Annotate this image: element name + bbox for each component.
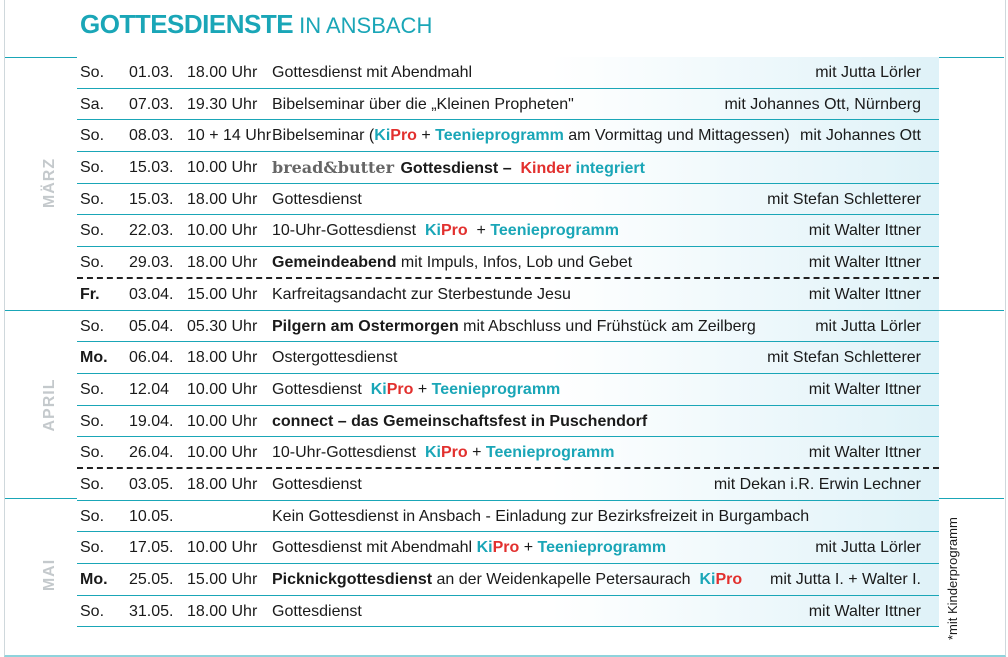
event-text: Bibelseminar (: [272, 127, 375, 145]
row-time: 10.00 Uhr: [187, 159, 258, 177]
row-time: 10.00 Uhr: [187, 539, 258, 557]
row-day: So.: [80, 380, 105, 398]
event-text: mit Impuls, Infos, Lob und Gebet: [396, 254, 633, 272]
row-event: Ostergottesdienst: [272, 349, 398, 367]
row-date: 22.03.: [129, 222, 174, 240]
row-day: So.: [80, 159, 105, 177]
row-date: 05.04.: [129, 317, 174, 335]
row-event: Gottesdienst: [272, 602, 362, 620]
month-label-mai: MAI: [41, 558, 58, 592]
row-time: 15.00 Uhr: [187, 571, 258, 588]
row-event: [272, 564, 742, 595]
row-day: So.: [80, 602, 105, 620]
row-leader: mit Walter Ittner: [808, 222, 921, 240]
schedule-row: [77, 247, 939, 279]
row-date: 26.04.: [129, 444, 174, 462]
month-divider: [939, 498, 1004, 499]
row-day: So.: [80, 412, 105, 430]
event-text: Gemeindeabend: [272, 254, 397, 272]
row-leader: mit Walter Ittner: [808, 380, 921, 398]
row-time: 19.30 Uhr: [187, 95, 258, 113]
row-date: 07.03.: [129, 95, 174, 113]
kipro-tag: KiPro: [374, 127, 417, 145]
teen-tag: Teenieprogramm: [431, 380, 561, 398]
row-date: 12.04: [129, 380, 170, 398]
row-leader: mit Walter Ittner: [808, 602, 921, 620]
row-date: 25.05.: [129, 571, 174, 588]
row-time: 18.00 Uhr: [187, 254, 258, 272]
title-main: GOTTESDIENSTE: [80, 9, 294, 39]
row-day: So.: [80, 190, 105, 208]
row-day: Mo.: [80, 349, 108, 367]
row-day: So.: [80, 539, 105, 557]
row-date: 06.04.: [129, 349, 174, 367]
row-event: [272, 152, 645, 184]
row-time: 18.00 Uhr: [187, 64, 258, 81]
event-text: Picknickgottesdienst: [272, 571, 433, 588]
row-date: 17.05.: [129, 539, 174, 557]
schedule-table: [77, 57, 939, 627]
row-leader: mit Dekan i.R. Erwin Lechner: [713, 475, 921, 493]
row-leader: mit Walter Ittner: [808, 254, 921, 272]
row-date: 01.03.: [129, 64, 174, 81]
schedule-row: [77, 501, 939, 533]
footnote-kinderprogramm: *mit Kinderprogramm: [945, 517, 960, 640]
row-date: 10.05.: [129, 507, 174, 525]
row-time: 10.00 Uhr: [187, 222, 258, 240]
row-leader: mit Stefan Schletterer: [767, 349, 921, 367]
row-time: 18.00 Uhr: [187, 602, 258, 620]
event-text: am Vormittag und Mittagessen): [563, 127, 790, 145]
kinder-tag: Kinder: [520, 160, 572, 178]
schedule-row: [77, 532, 939, 564]
row-event: [272, 374, 560, 405]
row-day: So.: [80, 507, 105, 525]
row-leader: mit Johannes Ott, Nürnberg: [724, 95, 921, 113]
schedule-row: [77, 311, 939, 343]
schedule-row: [77, 469, 939, 501]
row-leader: mit Stefan Schletterer: [767, 190, 921, 208]
row-day: Sa.: [80, 95, 105, 113]
event-text: Pilgern am Ostermorgen: [272, 317, 459, 335]
row-event: [272, 215, 619, 246]
schedule-row: [77, 184, 939, 216]
page-title: [80, 8, 432, 40]
kipro-tag: KiPro: [370, 380, 414, 398]
row-day: Fr.: [80, 285, 100, 303]
teen-tag: Teenieprogramm: [435, 127, 564, 145]
schedule-row: [77, 152, 939, 184]
event-text: an der Weidenkapelle Petersaurach: [432, 571, 691, 588]
row-leader: mit Jutta I. + Walter I.: [770, 571, 921, 588]
row-date: 03.05.: [129, 475, 174, 493]
row-time: 10 + 14 Uhr: [187, 127, 272, 145]
teen-tag: Teenieprogramm: [485, 444, 615, 462]
row-date: 29.03.: [129, 254, 174, 272]
schedule-row: [77, 406, 939, 438]
row-day: So.: [80, 444, 105, 462]
row-day: So.: [80, 127, 105, 145]
kipro-tag: KiPro: [699, 571, 743, 588]
row-event: Gottesdienst: [272, 475, 362, 493]
row-time: 10.00 Uhr: [187, 412, 258, 430]
schedule-row: [77, 437, 939, 469]
month-divider: [5, 498, 77, 499]
row-leader: mit Walter Ittner: [808, 285, 921, 303]
row-leader: mit Jutta Lörler: [815, 317, 921, 335]
row-time: 10.00 Uhr: [187, 380, 258, 398]
schedule-row: [77, 374, 939, 406]
row-event: [272, 311, 756, 342]
schedule-row: [77, 564, 939, 596]
row-date: 15.03.: [129, 190, 174, 208]
event-text: Gottesdienst –: [400, 160, 512, 178]
row-date: 03.04.: [129, 285, 174, 303]
plus-sign: +: [523, 539, 534, 557]
kipro-tag: KiPro: [424, 222, 468, 240]
kipro-tag: KiPro: [424, 444, 468, 462]
plus-sign: +: [476, 222, 486, 240]
row-event: Bibelseminar über die „Kleinen Propheten": [272, 95, 574, 113]
teen-tag: Teenieprogramm: [537, 539, 667, 557]
row-date: 08.03.: [129, 127, 174, 145]
integriert-tag: integriert: [575, 160, 645, 178]
row-day: So.: [80, 64, 105, 81]
row-leader: mit Walter Ittner: [808, 444, 921, 462]
event-text: Gottesdienst: [272, 380, 362, 398]
row-time: 18.00 Uhr: [187, 190, 258, 208]
row-date: 19.04.: [129, 412, 174, 430]
plus-sign: +: [417, 380, 428, 398]
row-day: So.: [80, 317, 105, 335]
row-time: 15.00 Uhr: [187, 285, 258, 303]
schedule-row: [77, 215, 939, 247]
row-time: 18.00 Uhr: [187, 475, 258, 493]
row-leader: mit Jutta Lörler: [815, 64, 921, 81]
schedule-row: [77, 89, 939, 121]
month-divider: [939, 310, 1004, 311]
row-event: connect – das Gemeinschaftsfest in Puschendorf: [272, 412, 648, 430]
schedule-row: [77, 120, 939, 152]
schedule-row: [77, 57, 939, 89]
row-event: Gottesdienst: [272, 190, 362, 208]
row-day: So.: [80, 222, 105, 240]
row-event: [272, 120, 790, 151]
bread-butter-logo: bread&butter: [272, 158, 395, 178]
kipro-tag: KiPro: [476, 539, 520, 557]
row-event: [272, 532, 666, 563]
teen-tag: Teenieprogramm: [490, 222, 619, 240]
month-label-april: APRIL: [41, 378, 58, 432]
schedule-row: [77, 342, 939, 374]
row-date: 31.05.: [129, 602, 174, 620]
event-text: 10-Uhr-Gottesdienst: [272, 444, 417, 462]
row-day: So.: [80, 475, 105, 493]
row-day: Mo.: [80, 571, 108, 588]
title-sub: IN ANSBACH: [299, 13, 433, 38]
row-leader: mit Johannes Ott: [800, 127, 921, 145]
event-text: Gottesdienst mit Abendmahl: [272, 539, 473, 557]
event-text: 10-Uhr-Gottesdienst: [272, 222, 417, 240]
row-event: [272, 437, 615, 468]
schedule-row: [77, 279, 939, 311]
row-time: 10.00 Uhr: [187, 444, 258, 462]
month-label-maerz: MÄRZ: [41, 157, 58, 209]
schedule-row: [77, 596, 939, 628]
row-event: [272, 247, 632, 278]
row-time: 18.00 Uhr: [187, 349, 258, 367]
plus-sign: +: [472, 444, 482, 462]
row-day: So.: [80, 254, 105, 272]
row-leader: mit Jutta Lörler: [815, 539, 921, 557]
row-event: Gottesdienst mit Abendmahl: [272, 64, 473, 81]
event-text: mit Abschluss und Frühstück am Zeilberg: [458, 317, 756, 335]
row-date: 15.03.: [129, 159, 174, 177]
row-event: Karfreitagsandacht zur Sterbestunde Jesu: [272, 285, 571, 303]
event-text: +: [416, 127, 436, 145]
row-time: 05.30 Uhr: [187, 317, 258, 335]
month-divider: [5, 57, 77, 58]
row-event: Kein Gottesdienst in Ansbach - Einladung zur Bezirksfreizeit in Burgambach: [272, 507, 810, 525]
month-divider: [939, 57, 1004, 58]
month-divider: [5, 310, 77, 311]
